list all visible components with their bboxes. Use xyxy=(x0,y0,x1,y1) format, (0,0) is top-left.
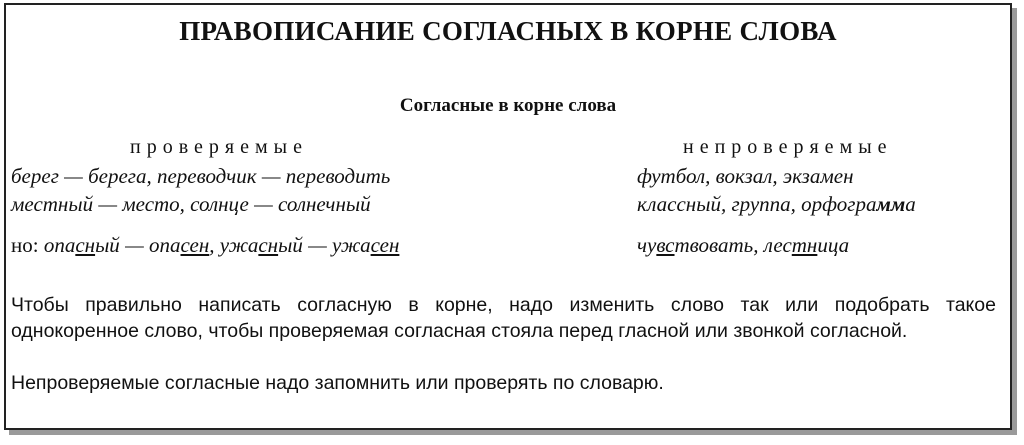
rule-card xyxy=(4,3,1012,430)
word-part: ужа xyxy=(332,233,371,257)
column-heading-uncheckable: непроверяемые xyxy=(683,136,893,158)
word-part: ый xyxy=(95,233,120,257)
dash: — xyxy=(302,233,333,257)
uncheckable-example-3 xyxy=(637,233,849,258)
underlined-consonants: вс xyxy=(656,233,675,257)
word-part: чу xyxy=(637,233,657,257)
word-part: ужа xyxy=(219,233,259,257)
word-part: ый xyxy=(278,233,303,257)
underlined-consonants: сен xyxy=(180,233,210,257)
comma: , xyxy=(209,233,220,257)
column-heading-checkable: проверяемые xyxy=(130,136,308,158)
dash: — xyxy=(119,233,149,257)
word-part: опа xyxy=(149,233,181,257)
word-part: опа xyxy=(43,233,76,257)
underlined-consonants: сен xyxy=(370,233,400,257)
checkable-example-1: берег — берега, переводчик — переводить xyxy=(11,164,391,188)
checkable-exception-row xyxy=(11,233,399,258)
comma: , xyxy=(753,233,764,257)
word-part: твовать xyxy=(674,233,754,257)
bold-consonants: мм xyxy=(876,192,906,216)
exception-prefix: но: xyxy=(11,233,44,257)
underlined-consonants: сн xyxy=(75,233,96,257)
word-part: а xyxy=(905,192,916,216)
checkable-example-2: местный — место, солнце — солнечный xyxy=(11,192,371,216)
word-part: классный, группа, орфогра xyxy=(637,192,877,216)
rule-paragraph-1: Чтобы правильно написать согласную в корне, надо изменить слово так или подобрать такое однокоренное слово, чтобы проверяемая согласная стояла перед гласной или звонкой согласной. xyxy=(11,294,996,342)
underlined-consonants: тн xyxy=(791,233,818,257)
word-part: ица xyxy=(817,233,850,257)
uncheckable-example-2 xyxy=(637,192,916,217)
word-part: лес xyxy=(763,233,792,257)
rule-paragraph-2: Непроверяемые согласные надо запомнить или проверять по словарю. xyxy=(11,372,664,394)
table-subtitle: Согласные в корне слова xyxy=(399,95,617,116)
underlined-consonants: сн xyxy=(258,233,279,257)
page-title: ПРАВОПИСАНИЕ СОГЛАСНЫХ В КОРНЕ СЛОВА xyxy=(179,16,837,46)
uncheckable-example-1: футбол, вокзал, экзамен xyxy=(637,164,854,188)
